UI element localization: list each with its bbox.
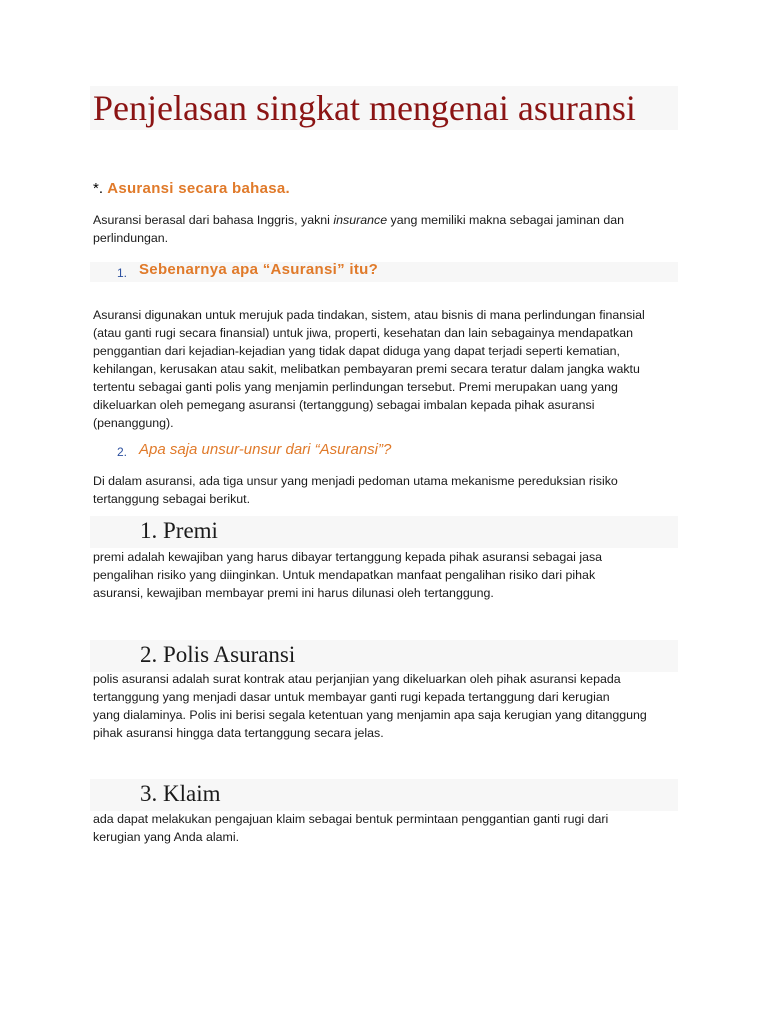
klaim-heading: 3. Klaim <box>140 781 221 806</box>
section1-line: (penanggung). <box>93 416 174 430</box>
intro-emphasis: insurance <box>333 213 388 227</box>
section2-paragraph <box>93 472 678 508</box>
intro-paragraph <box>93 211 678 247</box>
premi-heading: 1. Premi <box>140 518 218 543</box>
intro-bullet: *. <box>93 180 104 197</box>
page-title: Penjelasan singkat mengenai asuransi <box>93 88 636 128</box>
premi-line: asuransi, kewajiban membayar premi ini harus dilunasi oleh tertanggung. <box>93 586 494 600</box>
polis-line: tertanggung yang menjadi dasar untuk membayar ganti rugi kepada tertanggung dari kerugian <box>93 690 610 704</box>
premi-paragraph <box>93 548 678 602</box>
intro-line-2: perlindungan. <box>93 231 169 245</box>
intro-line-1: Asuransi berasal dari bahasa Inggris, yakni insurance yang memiliki makna sebagai jaminan dan <box>93 213 625 227</box>
section2-number: 2. <box>117 445 128 459</box>
intro-heading <box>93 180 290 197</box>
klaim-paragraph <box>93 810 678 846</box>
polis-paragraph <box>93 670 678 742</box>
polis-heading: 2. Polis Asuransi <box>140 642 296 667</box>
section2-line: Di dalam asuransi, ada tiga unsur yang menjadi pedoman utama mekanisme pereduksian risiko <box>93 474 618 488</box>
section1-paragraph <box>93 306 678 432</box>
section1-line: tertentu sebagai ganti polis yang menjamin perlindungan tersebut. Premi merupakan uang yang <box>93 380 618 394</box>
section1-line: dikeluarkan oleh pemegang asuransi (tertanggung) sebagai imbalan kepada pihak asuransi <box>93 398 595 412</box>
premi-line: premi adalah kewajiban yang harus dibayar tertanggung kepada pihak asuransi sebagai jasa <box>93 550 603 564</box>
section2-line: tertanggung sebagai berikut. <box>93 492 251 506</box>
klaim-line: kerugian yang Anda alami. <box>93 830 240 844</box>
klaim-line: ada dapat melakukan pengajuan klaim sebagai bentuk permintaan penggantian ganti rugi dari <box>93 812 609 826</box>
polis-line: polis asuransi adalah surat kontrak atau perjanjian yang dikeluarkan oleh pihak asuransi kepada <box>93 672 621 686</box>
section1-heading: Sebenarnya apa “Asuransi” itu? <box>139 261 379 278</box>
intro-heading-text: Asuransi secara bahasa. <box>107 180 291 197</box>
premi-line: pengalihan risiko yang diinginkan. Untuk mendapatkan manfaat pengalihan risiko dari pihak <box>93 568 596 582</box>
section1-line: penggantian dari kejadian-kejadian yang tidak dapat diduga yang dapat terjadi seperti kematian, <box>93 344 620 358</box>
section1-line: Asuransi digunakan untuk merujuk pada tindakan, sistem, atau bisnis di mana perlindungan finansial <box>93 308 645 322</box>
section1-line: kehilangan, kerusakan atau sakit, melibatkan pembayaran premi secara teratur dalam jangka waktu <box>93 362 640 376</box>
section1-line: (atau ganti rugi secara finansial) untuk jiwa, properti, kesehatan dan lain sebagainya mendapatkan <box>93 326 634 340</box>
section1-number: 1. <box>117 266 128 280</box>
polis-line: yang dialaminya. Polis ini berisi segala ketentuan yang menjamin apa saja kerugian yang ditanggung <box>93 708 647 722</box>
section2-heading: Apa saja unsur-unsur dari “Asuransi”? <box>139 441 392 458</box>
polis-line: pihak asuransi hingga data tertanggung secara jelas. <box>93 726 384 740</box>
